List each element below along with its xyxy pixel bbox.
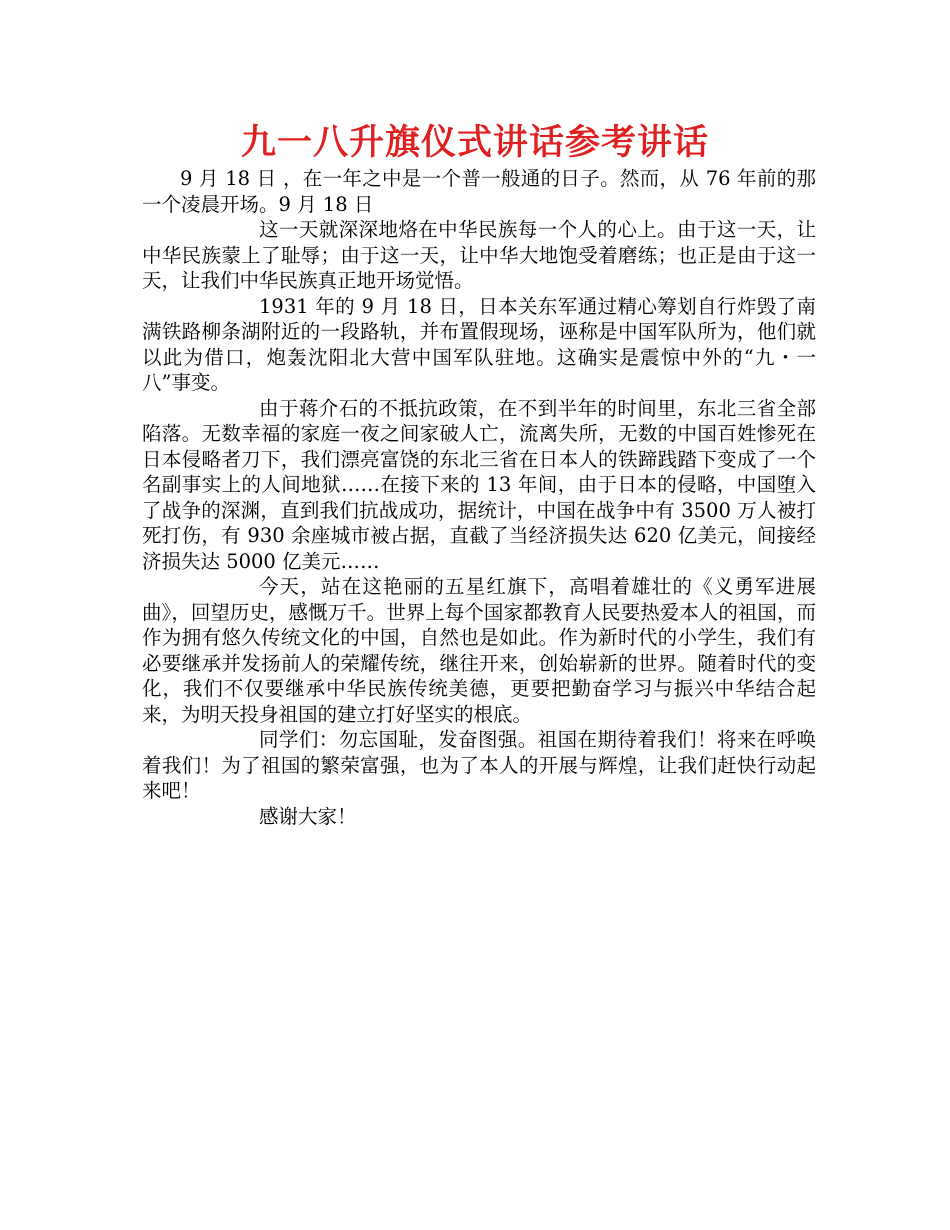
paragraph-2: 这一天就深深地烙在中华民族每一个人的心上。由于这一天，让中华民族蒙上了耻辱；由于这一天，让中华大地饱受着磨练；也正是由于这一天，让我们中华民族真正地开场觉悟。 <box>142 218 816 292</box>
document-title: 九一八升旗仪式讲话参考讲话 <box>240 123 709 163</box>
paragraph-5: 今天，站在这艳丽的五星红旗下，高唱着雄壮的《义勇军进展曲》，回望历史，感慨万千。世界上每个国家都教育人民要热爱本人的祖国，而作为拥有悠久传统文化的中国，自然也是如此。作为新时代的小学生，我们有必要继承并发扬前人的荣耀传统，继往开来，创始崭新的世界。随着时代的变化，我们不仅要继承中华民族传统美德，更要把勤奋学习与振兴中华结合起来，为明天投身祖国的建立打好坚实的根底。 <box>142 575 816 726</box>
paragraph-7: 感谢大家！ <box>259 804 357 828</box>
document-body <box>142 166 816 829</box>
paragraph-1: 9 月 18 日 ，在一年之中是一个普一般通的日子。然而，从 76 年前的那一个凌晨开场。9 月 18 日 <box>142 167 816 216</box>
paragraph-4: 由于蒋介石的不抵抗政策，在不到半年的时间里，东北三省全部陷落。无数幸福的家庭一夜之间家破人亡，流离失所，无数的中国百姓惨死在日本侵略者刀下，我们漂亮富饶的东北三省在日本人的铁蹄践踏下变成了一个名副事实上的人间地狱……在接下来的 13 年间，由于日本的侵略，中国堕入了战争的深渊，直到我们抗战成功，据统计，中国在战争中有 3500 万人被打死打伤，有 930 余座城市被占据，直截了当经济损失达 620 亿美元，间接经济损失达 5000 亿美元…… <box>142 396 816 573</box>
paragraph-3: 1931 年的 9 月 18 日，日本关东军通过精心筹划自行炸毁了南满铁路柳条湖附近的一段路轨，并布置假现场，诬称是中国军队所为，他们就以此为借口，炮轰沈阳北大营中国军队驻地。这确实是震惊中外的“九・一八”事变。 <box>142 294 816 394</box>
paragraph-6: 同学们：勿忘国耻，发奋图强。祖国在期待着我们！将来在呼唤着我们！为了祖国的繁荣富强，也为了本人的开展与辉煌，让我们赶快行动起来吧！ <box>142 728 816 802</box>
